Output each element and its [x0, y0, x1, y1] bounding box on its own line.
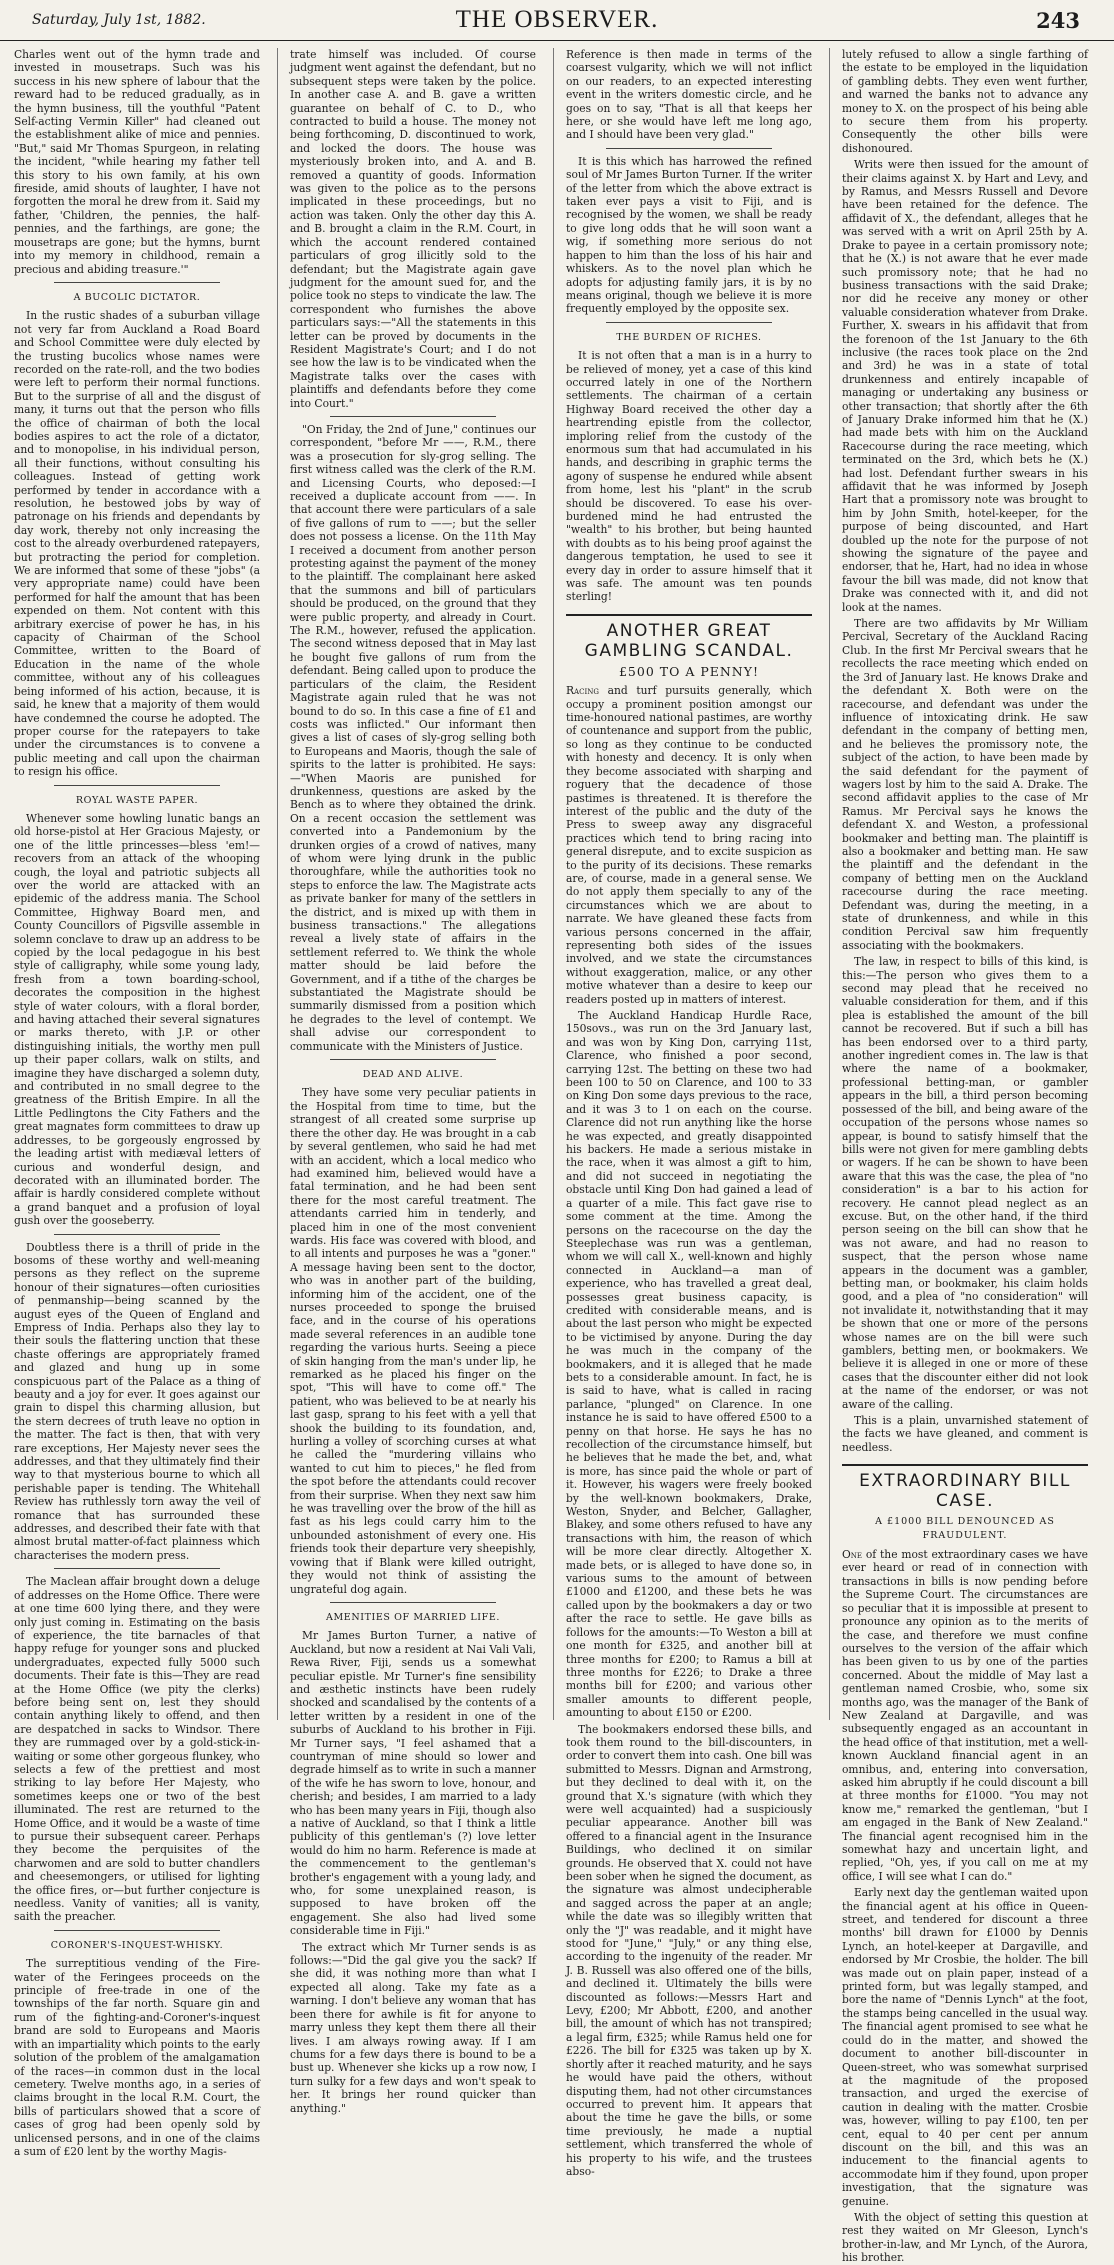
paragraph: There are two affidavits by Mr William Percival, Secretary of the Auckland Racing Club. In the first Mr Percival swears that he recollects the race meeting which ended on the 3rd of January last. He knows Drake and the defendant X. Both were on the racecourse, and defendant was under the influence of intoxicating drink. He saw defendant in the company of betting men, and he believes the promissory note, the subject of the action, to have been made by the said defendant for the payment of wagers lost by him to the said A. Drake. The second affidavit applies to the case of Mr Ramus. Mr Percival says he knows the defendant X. and Weston, a professional bookmaker and betting man. The plaintiff is also a bookmaker and betting man. He saw the plaintiff and the defendant in the company of betting men on the Auckland racecourse during the race meeting. Defendant was, during the meeting, in a state of drunkenness, and while in this condition Percival saw him frequently associating with the bookmakers.	[842, 617, 1088, 952]
paragraph: It is not often that a man is in a hurry to be relieved of money, yet a case of this kind occurred lately in one of the Northern settlements. The chairman of a certain Highway Board received the other day a heartrending epistle from the collector, imploring relief from the custody of the enormous sum that had accumulated in his hands, and describing in graphic terms the agony of suspense he endured while absent from home, lest his "plant" in the scrub should be discovered. To ease his over-burdened mind he had entrusted the "wealth" to his brother, but being haunted with doubts as to his being proof against the dangerous temptation, he used to see it every day in order to assure himself that it was safe. The amount was ten pounds sterling!	[566, 349, 812, 604]
paragraph-text: and turf pursuits generally, which occupy a prominent position amongst our time-honoured national pastimes, are worthy of countenance and support from the public, so long as they continue to be conducted with honesty and decency. It is only when they become associated with sharping and roguery that the decadence of those pastimes is threatened. It is therefore the interest of the public and the duty of the Press to sweep away any disgraceful practices which tend to bring racing into general disrepute, and to excite suspicion as to the purity of its decisions. These remarks are, of course, made in a general sense. We do not apply them specially to any of the circumstances which we are about to narrate. We have gleaned these facts from various persons concerned in the affair, representing both sides of the issues involved, and we state the circumstances without exaggeration, malice, or any other motive whatever than a desire to keep our readers posted up in matters of interest.	[566, 684, 812, 1006]
paragraph: Reference is then made in terms of the coarsest vulgarity, which we will not inflict on our readers, to an expected interesting event in the writers domestic circle, and he goes on to say, "That is all that keeps her here, or she would have left me long ago, and I should have been very glad."	[566, 48, 812, 142]
divider	[330, 1059, 496, 1060]
paragraph: They have some very peculiar patients in the Hospital from time to time, but the strangest of all created some surprise up there the other day. He was brought in a cab by several gentlemen, who said he had met with an accident, which a local medico who had examined him, believed would have a fatal termination, and he had been sent there for the most careful treatment. The attendants carried him in tenderly, and placed him in one of the most convenient wards. His face was covered with blood, and to all intents and purposes he was a "goner." A message having been sent to the doctor, who was in another part of the building, informing him of the accident, one of the nurses proceeded to sponge the bruised face, and in the course of his operations made several references in an audible tone regarding the various hurts. Seeing a piece of skin hanging from the man's under lip, he remarked as he placed his finger on the spot, "This will have to come off." The patient, who was believed to be at nearly his last gasp, sprang to his feet with a yell that shook the building to its foundation, and, hurling a volley of scorching curses at what he called the "murdering villains who wanted to cut him to pieces," he fled from the spot before the attendants could recover from their surprise. When they next saw him he was travelling over the brow of the hill as fast as his legs could carry him to the unbounded astonishment of every one. His friends took their departure very sheepishly, vowing that if Blank were killed outright, they would not think of assisting the ungrateful dog again.	[290, 1086, 536, 1596]
subheadline-500-to-a-penny: £500 TO A PENNY!	[618, 663, 760, 679]
divider	[54, 1568, 220, 1569]
column-2	[290, 48, 536, 2115]
divider	[606, 148, 772, 149]
paragraph: Mr James Burton Turner, a native of Auckland, but now a resident at Nai Vali Vali, Rewa River, Fiji, sends us a somewhat peculiar epistle. Mr Turner's fine sensibility and æsthetic instincts have been rudely shocked and scandalised by the contents of a letter written by a resident in one of the suburbs of Auckland to his brother in Fiji. Mr Turner says, "I feel ashamed that a countryman of mine should so lower and degrade himself as to write in such a manner of the wife he has sworn to love, honour, and cherish; and besides, I am married to a lady who has been many years in Fiji, though also a native of Auckland, so that I think a little publicity of this gentleman's (?) love letter would do him no harm. Reference is made at the commencement to the gentleman's brother's engagement with a young lady, and who, for some unexplained reason, is supposed to have broken off the engagement. She also had lived some considerable time in Fiji."	[290, 1629, 536, 1938]
paragraph: "On Friday, the 2nd of June," continues our correspondent, "before Mr ——, R.M., there was a prosecution for sly-grog selling. The first witness called was the clerk of the R.M. and Licensing Courts, who deposed:—I received a duplicate account from ——. In that account there were particulars of a sale of five gallons of rum to ——; but the seller does not possess a license. On the 11th May I received a document from another person protesting against the payment of the money to the plaintiff. The complainant here asked that the summons and bill of particulars should be produced, on the ground that they were public property, and already in Court. The R.M., however, refused the application. The second witness deposed that in May last he bought five gallons of rum from the defendant. Being called upon to produce the particulars of the claim, the Resident Magistrate again ruled that he was not bound to do so. In this case a fine of £1 and costs was inflicted." Our informant then gives a list of cases of sly-grog selling both to Europeans and Maoris, though the sale of spirits to the latter is prohibited. He says:—"When Maoris are punished for drunkenness, questions are asked by the Bench as to where they obtained the drink. On a recent occasion the settlement was converted into a Pandemonium by the drunken orgies of a crowd of natives, many of whom were lying drunk in the public thoroughfare, while the authorities took no steps to enforce the law. The Magistrate acts as private banker for many of the settlers in the district, and is mixed up with them in business transactions." The allegations reveal a lively state of affairs in the settlement referred to. We think the whole matter should be laid before the Government, and if a tithe of the charges be substantiated the Magistrate should be summarily dismissed from a position which he degrades to the level of contempt. We shall advise our correspondent to communicate with the Ministers of Justice.	[290, 422, 536, 1053]
newspaper-title: THE OBSERVER.	[455, 6, 659, 33]
paragraph: It is this which has harrowed the refined soul of Mr James Burton Turner. If the writer of the letter from which the above extract is taken ever pays a visit to Fiji, and is recognised by the women, we shall be ready to give long odds that he will soon want a wig, if something more serious do not happen to him than the loss of his hair and whiskers. As to the novel plan which he adopts for adjusting family jars, it is by no means original, though we believe it is more frequently employed by the opposite sex.	[566, 154, 812, 316]
paragraph: The surreptitious vending of the Fire-water of the Feringees proceeds on the principle of free-trade in one of the townships of the far north. Square gin and rum of the fighting-and-Coroner's-inquest brand are sold to Europeans and Maoris with an impartiality which points to the early solution of the problem of the amalgamation of the races—in common dust in the local cemetery. Twelve months ago, in a series of claims brought in the local R.M. Court, the bills of particulars showed that a score of cases of grog had been openly sold by unlicensed persons, and in one of the claims a sum of £20 lent by the worthy Magis-	[14, 1957, 260, 2158]
headline-extraordinary-bill-case: EXTRAORDINARY BILL CASE.	[842, 1464, 1088, 1511]
paragraph: The Auckland Handicap Hurdle Race, 150sovs., was run on the 3rd January last, and was won by King Don, carrying 11st, Clarence, who finished a poor second, carrying 12st. The betting on these two had been 100 to 50 on Clarence, and 100 to 33 on King Don some days previous to the race, and it was 3 to 1 on each on the course. Clarence did not run anything like the horse he was expected, and greatly disappointed his backers. He made a serious mistake in the race, when it was almost a gift to him, and did not succeed in negotiating the obstacle until King Don had gained a lead of a quarter of a mile. This fact gave rise to some comment at the time. Among the persons on the racecourse on the day the Steeplechase was run was a gentleman, whom we will call X., well-known and highly connected in Auckland—a man of experience, who has travelled a great deal, possesses great business capacity, is credited with considerable means, and is about the last person who might be expected to be victimised by anyone. During the day he was much in the company of the bookmakers, and it is alleged that he made bets to a considerable amount. In fact, he is is said to have, what is called in racing parlance, "plunged" on Clarence. In one instance he is said to have offered £500 to a penny on that horse. He says he has no recollection of the circumstance himself, but he believes that he made the bet, and, what is more, has since paid the whole or part of it. However, his wagers were freely booked by the well-known bookmakers, Drake, Weston, Snyder, and Belcher, Gallagher, Blakey, and some others refused to have any transactions with him, the reason of which will be more clear directly. Altogether X. made bets, or is alleged to have done so, in various sums to the amount of between £1000 and £1200, and these bets he was called upon by the bookmakers a day or two after the race to settle. He gave bills as follows for the amounts:—To Weston a bill at one month for £325, and another bill at three months for £200; to Ramus a bill at three months for £226; to Drake a three months bill for £200; and various other smaller amounts to different people, amounting to about £150 or £200.	[566, 1009, 812, 1720]
issue-date: Saturday, July 1st, 1882.	[32, 12, 206, 28]
column-rule	[277, 48, 278, 1720]
paragraph: Charles went out of the hymn trade and invested in mousetraps. Such was his success in his new sphere of labour that the reward had to be reduced gradually, as in the hymn business, till the youthful "Patent Self-acting Vermin Killer" had cleaned out the establishment alike of mice and pennies. "But," said Mr Thomas Spurgeon, in relating the incident, "while hearing my father tell this story to his own family, at his own fireside, amid shouts of laughter, I have not forgotten the moral he drew from it. Said my father, 'Children, the pennies, the half-pennies, and the farthings, are gone; the mousetraps are gone; but the hymns, burnt into my memory in childhood, remain a precious and abiding treasure.'"	[14, 48, 260, 276]
paragraph	[842, 1548, 1088, 1883]
divider	[54, 1930, 220, 1931]
subheadline-bill-fraudulent: A £1000 BILL DENOUNCED AS FRAUDULENT.	[875, 1516, 1055, 1541]
divider	[330, 416, 496, 417]
paragraph	[566, 684, 812, 1006]
divider	[54, 785, 220, 786]
paragraph: Writs were then issued for the amount of their claims against X. by Hart and Levy, and by Ramus, and Messrs Russell and Devore have been retained for the defence. The affidavit of X., the defendant, alleges that he was served with a writ on April 25th by A. Drake to payee in a certain promissory note; that he (X.) is not aware that he ever made such promissory note; that he had no business transactions with the said Drake; nor did he receive any money or other valuable consideration whatever from Drake. Further, X. swears in his affidavit that from the forenoon of the 1st January to the 6th inclusive (the races took place on the 2nd and 3rd) he was in a state of total drunkenness and entirely incapable of managing or undertaking any business or other transaction; that shortly after the 6th of January Drake informed him that he (X.) had made bets with him on the Auckland Racecourse during the race meeting, which terminated on the 3rd, which bets he (X.) had lost. Defendant further swears in his affidavit that he was informed by Joseph Hart that a promissory note was brought to him by John Smith, hotel-keeper, for the purpose of being discounted, and Hart doubled up the note for the purpose of not showing the signature of the payee and endorser, that he, Hart, had no idea in whose favour the bill was made, did not know that Drake was connected with it, and did not look at the names.	[842, 158, 1088, 614]
lead-word: One	[842, 1548, 862, 1562]
paragraph: In the rustic shades of a suburban village not very far from Auckland a Road Board and School Committee were duly elected by the trusting bucolics whose names were recorded on the rate-roll, and the two bodies were left to perform their normal functions. But to the surprise of all and the disgust of many, it turns out that the person who fills the office of chairman of both the local bodies aspires to act the role of a dictator, and to monopolise, in his individual person, all their functions, without consulting his colleagues. Instead of getting work performed by tender in accordance with a resolution, he bestowed jobs by way of patronage on his friends and dependants by day work, thereby not only increasing the cost to the already overburdened ratepayers, but protracting the period for completion. We are informed that some of these "jobs" (a very appropriate name) could have been performed for half the amount that has been expended on them. Not content with this arbitrary exercise of power he has, in his capacity of Chairman of the School Committee, written to the Board of Education in the name of the whole committee, without any of his colleagues being informed of his action, because, it is said, he knew that a majority of them would have condemned the course he adopted. The proper course for the ratepayers to take under the circumstances is to convene a public meeting and call upon the chairman to resign his office.	[14, 309, 260, 779]
paragraph: trate himself was included. Of course judgment went against the defendant, but no subsequent steps were taken by the police. In another case A. and B. gave a written guarantee on behalf of C. to D., who contracted to build a house. The money not being forthcoming, D. discontinued to work, and locked the doors. The house was mysteriously broken into, and A. and B. removed a quantity of goods. Information was given to the police as to the persons implicated in these proceedings, but no action was taken. Only the other day this A. and B. brought a claim in the R.M. Court, in which the account rendered contained particulars of grog illicitly sold to the defendant; but the Magistrate again gave judgment for the amount sued for, and the police took no steps to vindicate the law. The correspondent who furnishes the above particulars says:—"All the statements in this letter can be proved by documents in the Resident Magistrate's Court; and I do not see how the law is to be vindicated when the Magistrate talks over the cases with plaintiffs and defendants before they come into Court."	[290, 48, 536, 410]
paragraph: lutely refused to allow a single farthing of the estate to be employed in the liquidation of gambling debts. They even went further, and warned the banks not to advance any money to X. on the prospect of his being able to secure them from his property. Consequently the other bills were dishonoured.	[842, 48, 1088, 155]
divider	[330, 1602, 496, 1603]
paragraph: Early next day the gentleman waited upon the financial agent at his office in Queen-street, and tendered for discount a three months' bill drawn for £1000 by Dennis Lynch, an hotel-keeper at Dargaville, and endorsed by Mr Crosbie, the holder. The bill was made out on plain paper, instead of a printed form, but was legally stamped, and bore the name of "Dennis Lynch" at the foot, the stamps being cancelled in the usual way. The financial agent promised to see what he could do in the matter, and showed the document to another bill-discounter in Queen-street, who was somewhat surprised at the magnitude of the proposed transaction, and urged the exercise of caution in dealing with the matter. Crosbie was, however, willing to pay £100, ten per cent, equal to 40 per cent per annum discount on the bill, and this was an inducement to the financial agents to accommodate him if they found, upon proper investigation, that the signature was genuine.	[842, 1886, 1088, 2208]
lead-word: Racing	[566, 684, 599, 698]
paragraph-text: of the most extraordinary cases we have ever heard or read of in connection with transactions in bills is now pending before the Supreme Court. The circumstances are so peculiar that it is impossible at present to pronounce any opinion as to the merits of the case, and therefore we must confine ourselves to the version of the affair which has been given to us by one of the parties concerned. About the middle of May last a gentleman named Crosbie, who, some six months ago, was the manager of the Bank of New Zealand at Dargaville, and was subsequently engaged as an accountant in the head office of that institution, met a well-known Auckland financial agent in an omnibus, and, entering into conversation, asked him abruptly if he could discount a bill at three months for £1000. "You may not know me," remarked the gentleman, "but I am engaged in the Bank of New Zealand." The financial agent recognised him in the somewhat hazy and uncertain light, and replied, "Oh, yes, if you call on me at my office, I will see what I can do."	[842, 1548, 1088, 1883]
paragraph: Whenever some howling lunatic bangs an old horse-pistol at Her Gracious Majesty, or one of the little princesses—bless 'em!—recovers from an attack of the whooping cough, the loyal and patriotic subjects all over the world are attacked with an epidemic of the address mania. The School Committee, Highway Board men, and County Councillors of Pigsville assemble in solemn conclave to draw up an address to be copied by the local pedagogue in his best style of calligraphy, while some young lady, fresh from a town boarding-school, decorates the composition in the highest style of water colours, with a floral border, and having attached their several signatures or marks thereto, with J.P. or other distinguishing initials, the worthy men pull up their paper collars, walk on stilts, and imagine they have discharged a solemn duty, and contributed in no small degree to the greatness of the British Empire. In all the Little Pedlingtons the City Fathers and the great magnates form committees to draw up addresses, to be gorgeously engrossed by the leading artist with mediæval letters of curious and wonderful design, and decorated with an illuminated border. The affair is hardly considered complete without a grand banquet and a profusion of loyal gush over the gooseberry.	[14, 811, 260, 1228]
section-heading-amenities-of-married-life: AMENITIES OF MARRIED LIFE.	[326, 1611, 500, 1623]
section-heading-royal-waste-paper: ROYAL WASTE PAPER.	[75, 794, 199, 806]
column-1	[14, 48, 260, 2158]
paragraph: The Maclean affair brought down a deluge of addresses on the Home Office. There were at one time 600 lying there, and they were only just coming in. Estimating on the basis of experience, the tite barnacles of that happy refuge for younger sons and plucked undergraduates, expected fully 5000 such documents. Their fate is this—They are read at the Home Office (we pity the clerks) before being sent on, lest they should contain anything likely to offend, and then are despatched in sacks to Windsor. There they are rummaged over by a gold-stick-in-waiting or some other gorgeous flunkey, who selects a few of the prettiest and most striking to lay before Her Majesty, who sometimes keeps one or two of the best illuminated. The rest are returned to the Home Office, and it would be a waste of time to pursue their subsequent career. Perhaps they become the perquisites of the charwomen and are sold to butter chandlers and cheesemongers, or utilised for lighting the office fires, or—but further conjecture is needless. Vanity of vanities; all is vanity, saith the preacher.	[14, 1575, 260, 1924]
section-heading-burden-of-riches: THE BURDEN OF RICHES.	[616, 331, 762, 343]
column-3	[566, 48, 812, 2178]
section-heading-coroners-inquest-whisky: CORONER'S-INQUEST-WHISKY.	[50, 1939, 224, 1951]
paragraph: The extract which Mr Turner sends is as follows:—"Did the gal give you the sack? If she did, it was nothing more than what I expected all along. Take my fate as a warning. I don't believe any woman that has been there for awhile is fit for anyone to marry unless they kept them there all their lives. I am always rowing away. If I am chums for a few days there is bound to be a bust up. Whenever she kicks up a row now, I turn sulky for a few days and won't speak to her. It brings her round quicker than anything."	[290, 1940, 536, 2115]
section-heading-dead-and-alive: DEAD AND ALIVE.	[362, 1069, 464, 1081]
section-heading-bucolic-dictator: A BUCOLIC DICTATOR.	[73, 291, 201, 303]
column-rule	[829, 48, 830, 1720]
paragraph: This is a plain, unvarnished statement of the facts we have gleaned, and comment is needless.	[842, 1414, 1088, 1454]
paragraph: Doubtless there is a thrill of pride in the bosoms of these worthy and well-meaning persons as they reflect on the supreme honour of their signatures—often curiosities of penmanship—being scanned by the august eyes of the Queen of England and Empress of India. Perhaps also they lay to their souls the flattering unction that these chaste offerings are appropriately framed and glazed and hung up in some conspicuous part of the Palace as a thing of beauty and a joy for ever. It goes against our grain to dispel this charming allusion, but the stern decrees of truth leave no option in the matter. The fact is then, that with very rare exceptions, Her Majesty never sees the addresses, and that they ultimately find their way to that mysterious bourne to which all perishable paper is tending. The Whitehall Review has ruthlessly torn away the veil of romance that has surrounded these addresses, and described their fate with that almost brutal matter-of-fact plainness which characterises the modern press.	[14, 1240, 260, 1562]
column-4	[842, 48, 1088, 2265]
divider	[54, 1234, 220, 1235]
divider	[606, 322, 772, 323]
masthead	[0, 0, 1114, 41]
paragraph: The bookmakers endorsed these bills, and took them round to the bill-discounters, in order to convert them into cash. One bill was submitted to Messrs. Dignan and Armstrong, but they declined to deal with it, on the ground that X.'s signature (with which they were well acquainted) had a suspiciously peculiar appearance. Another bill was offered to a financial agent in the Insurance Buildings, who declined it on similar grounds. He observed that X. could not have been sober when he signed the document, as the signature was almost undecipherable and sagged across the paper at an angle; while the date was so illegibly written that only the "J" was readable, and it might have stood for "June," "July," or any thing else, according to the ingenuity of the reader. Mr J. B. Russell was also offered one of the bills, and declined it. Ultimately the bills were discounted as follows:—Messrs Hart and Levy, £200; Mr Abbott, £200, and another bill, the amount of which has not transpired; a legal firm, £325; while Ramus held one for £226. The bill for £325 was taken up by X. shortly after it reached maturity, and he says he would have paid the others, without disputing them, had not other circumstances occurred to prevent him. It appears that about the time he gave the bills, or some time previously, he made a nuptial settlement, which transferred the whole of his property to his wife, and the trustees abso-	[566, 1722, 812, 2178]
column-rule	[553, 48, 554, 1720]
paragraph: The law, in respect to bills of this kind, is this:—The person who gives them to a second may plead that he received no valuable consideration for them, and if this plea is established the amount of the bill cannot be recovered. But if such a bill has has been endorsed over to a third party, another ingredient comes in. The law is that where the name of a bookmaker, professional betting-man, or gambler appears in the bill, a third person becoming possessed of the bill, and being aware of the occupation of the persons whose names so appear, is bound to satisfy himself that the bills were not given for mere gambling debts or wagers. If he can be shown to have been aware that this was the case, the plea of "no consideration" is a bar to his action for recovery. He cannot plead neglect as an excuse. But, on the other hand, if the third person seeing on the bill can show that he was not aware, and had no reason to suspect, that the person whose name appears in the document was a gambler, betting man, or bookmaker, his claim holds good, and a plea of "no consideration" will not invalidate it, notwithstanding that it may be shown that one or more of the persons whose names are on the bill were such gamblers, betting men, or bookmakers. We believe it is alleged in one or more of these cases that the discounter either did not look at the name of the endorser, or was not aware of the calling.	[842, 955, 1088, 1411]
page-number: 243	[1036, 8, 1080, 33]
headline-gambling-scandal: ANOTHER GREAT GAMBLING SCANDAL.	[566, 614, 812, 661]
paragraph: With the object of setting this question at rest they waited on Mr Gleeson, Lynch's brother-in-law, and Mr Lynch, of the Aurora, his brother.	[842, 2210, 1088, 2265]
divider	[54, 282, 220, 283]
